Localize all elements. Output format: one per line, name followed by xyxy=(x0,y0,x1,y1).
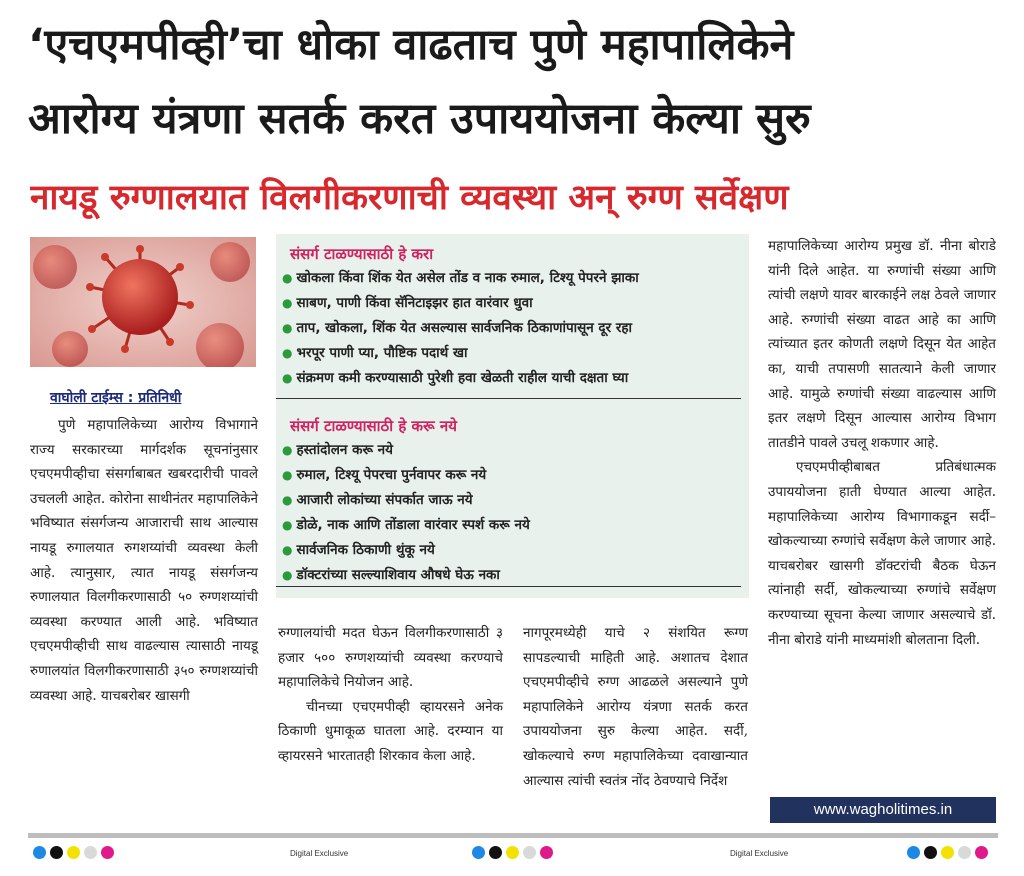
website-banner: www.wagholitimes.in xyxy=(770,797,996,823)
registration-mark-yellow xyxy=(941,846,954,859)
bullet-dot-icon: ● xyxy=(282,296,293,310)
byline: वाघोली टाईम्स : प्रतिनिधी xyxy=(50,390,182,406)
headline-line-1: ‘एचएमपीव्ही’चा धोका वाढताच पुणे महापालिकेने xyxy=(28,20,794,70)
do-item: ● साबण, पाणी किंवा सॅनिटाइझर हात वारंवार धुवा xyxy=(282,295,533,311)
bullet-dot-icon: ● xyxy=(282,568,293,582)
column-4-paragraph-1: महापालिकेच्या आरोग्य प्रमुख डॉ. नीना बोराडे यांनी दिले आहेत. या रुग्णांची संख्या आणि त्यांची लक्षणे यावर बारकाईने लक्ष ठेवले जाणार आहे. रुग्णांची संख्या वाढत आहे का आणि त्यांच्यात इतर कोणती लक्षणे दिसून येत आहेत का, याची तपासणी सातत्याने केली जाणार आहे. यामुळे रुग्णांची संख्या वाढल्यास आणि इतर लक्षणे दिसून आल्यास आरोग्य विभाग तातडीने पावले उचलू शकणार आहे. xyxy=(768,238,996,451)
article-column-1 xyxy=(30,413,258,708)
article-column-3 xyxy=(523,621,748,793)
registration-mark-magenta xyxy=(975,846,988,859)
dont-item: ● डॉक्टरांच्या सल्ल्याशिवाय औषधे घेऊ नका xyxy=(282,567,500,583)
do-heading: संसर्ग टाळण्यासाठी हे करा xyxy=(290,245,434,263)
registration-mark-black xyxy=(50,846,63,859)
registration-mark-yellow xyxy=(67,846,80,859)
registration-mark-magenta xyxy=(540,846,553,859)
registration-marks xyxy=(907,846,988,859)
article-column-4 xyxy=(768,234,996,652)
dont-item: ● सार्वजनिक ठिकाणी थुंकू नये xyxy=(282,542,435,558)
virus-icon xyxy=(30,237,256,367)
dont-item: ● रुमाल, टिश्यू पेपरचा पुर्नवापर करू नये xyxy=(282,467,487,483)
precautions-box xyxy=(276,234,749,598)
bullet-dot-icon: ● xyxy=(282,543,293,557)
registration-mark-cyan xyxy=(907,846,920,859)
bullet-dot-icon: ● xyxy=(282,518,293,532)
registration-marks xyxy=(472,846,553,859)
column-4-paragraph-2: एचएमपीव्हीबाबत प्रतिबंधात्मक उपाययोजना हाती घेण्यात आल्या आहेत. महापालिकेच्या आरोग्य विभागाकडून सर्दी–खोकल्याच्या रुग्णांचे सर्वेक्षण केले जाणार आहे. याचबरोबर खासगी डॉक्टरांची बैठक घेऊन त्यांनाही सर्दी, खोकल्याच्या रुग्णांचे सर्वेक्षण करण्याच्या सूचना केल्या जाणार असल्याचे डॉ. नीना बोराडे यांनी माध्यमांशी बोलताना दिली. xyxy=(768,459,996,648)
subheadline: नायडू रुग्णालयात विलगीकरणाची व्यवस्था अन् रुग्ण सर्वेक्षण xyxy=(30,178,789,218)
bullet-dot-icon: ● xyxy=(282,493,293,507)
do-item: ● भरपूर पाणी प्या, पौष्टिक पदार्थ खा xyxy=(282,345,468,361)
do-item: ● खोकला किंवा शिंक येत असेल तोंड व नाक रुमाल, टिश्यू पेपरने झाका xyxy=(282,270,639,286)
dont-item: ● डोळे, नाक आणि तोंडाला वारंवार स्पर्श करू नये xyxy=(282,517,530,533)
dont-item: ● आजारी लोकांच्या संपर्कात जाऊ नये xyxy=(282,492,473,508)
registration-mark-black xyxy=(489,846,502,859)
do-item: ● ताप, खोकला, शिंक येत असल्यास सार्वजनिक ठिकाणांपासून दूर रहा xyxy=(282,320,633,336)
registration-mark-grey xyxy=(523,846,536,859)
registration-mark-grey xyxy=(84,846,97,859)
column-1-paragraph: पुणे महापालिकेच्या आरोग्य विभागाने राज्य सरकारच्या मार्गदर्शक सूचनांनुसार एचएमपीव्हीचा संसर्गाबाबत खबरदारीची पावले उचलली आहेत. कोरोना साथीनंतर महापालिकेने भविष्यात संसर्गजन्य आजाराची साथ आल्यास नायडू रुगालयात रुगशय्यांची व्यवस्था केली आहे. त्यानुसार, त्यात नायडू संसर्गजन्य रुणालयात विलगीकरणासाठी ५० रुग्णशय्यांची व्यवस्था करण्यात आली आहे. भविष्यात एचएमपीव्हीची साथ वाढल्यास त्यासाठी नायडू रुणालयांत विलगीकरणासाठी ३५० रुग्णशय्यांची व्यवस्था आहे. याचबरोबर खासगी xyxy=(30,417,258,704)
registration-mark-grey xyxy=(958,846,971,859)
virus-illustration xyxy=(30,237,256,367)
box-divider xyxy=(276,586,741,587)
bullet-dot-icon: ● xyxy=(282,468,293,482)
article-column-2 xyxy=(278,621,503,769)
column-3-paragraph: नागपूरमध्येही याचे २ संशयित रूग्ण सापडल्याची माहिती आहे. अशातच देशात एचएमपीव्हीचे रुग्ण आढळले असल्याने पुणे महापालिकेने आरोग्य यंत्रणा सतर्क करत उपाययोजना सुरु केल्या आहेत. सर्दी, खोकल्याचे रुग्ण महापालिकेच्या दवाखान्यात आल्यास त्यांची स्वतंत्र नोंद ठेवण्याचे निर्देश xyxy=(523,625,748,789)
headline-line-2: आरोग्य यंत्रणा सतर्क करत उपाययोजना केल्या सुरु xyxy=(28,94,811,144)
dont-item: ● हस्तांदोलन करू नये xyxy=(282,442,393,458)
bullet-dot-icon: ● xyxy=(282,346,293,360)
column-2-paragraph-1: रुग्णालयांची मदत घेऊन विलगीकरणासाठी ३ हजार ५०० रुग्णशय्यांची व्यवस्था करण्याचे महापालिकेचे नियोजन आहे. xyxy=(278,625,503,691)
footer-bar xyxy=(28,833,998,838)
registration-mark-black xyxy=(924,846,937,859)
registration-marks xyxy=(33,846,114,859)
footer-label: Digital Exclusive xyxy=(290,849,349,858)
bullet-dot-icon: ● xyxy=(282,443,293,457)
registration-mark-cyan xyxy=(33,846,46,859)
column-2-paragraph-2: चीनच्या एचएमपीव्ही व्हायरसने अनेक ठिकाणी धुमाकूळ घातला आहे. दरम्यान या व्हायरसने भारतातही शिरकाव केला आहे. xyxy=(278,698,503,764)
bullet-dot-icon: ● xyxy=(282,321,293,335)
registration-mark-yellow xyxy=(506,846,519,859)
registration-mark-magenta xyxy=(101,846,114,859)
box-divider xyxy=(276,398,741,399)
registration-mark-cyan xyxy=(472,846,485,859)
dont-heading: संसर्ग टाळण्यासाठी हे करू नये xyxy=(290,417,457,435)
dont-list xyxy=(282,438,744,588)
do-item: ● संक्रमण कमी करण्यासाठी पुरेशी हवा खेळती राहील याची दक्षता घ्या xyxy=(282,370,629,386)
do-list xyxy=(282,266,744,391)
bullet-dot-icon: ● xyxy=(282,271,293,285)
footer-label: Digital Exclusive xyxy=(730,849,789,858)
bullet-dot-icon: ● xyxy=(282,371,293,385)
